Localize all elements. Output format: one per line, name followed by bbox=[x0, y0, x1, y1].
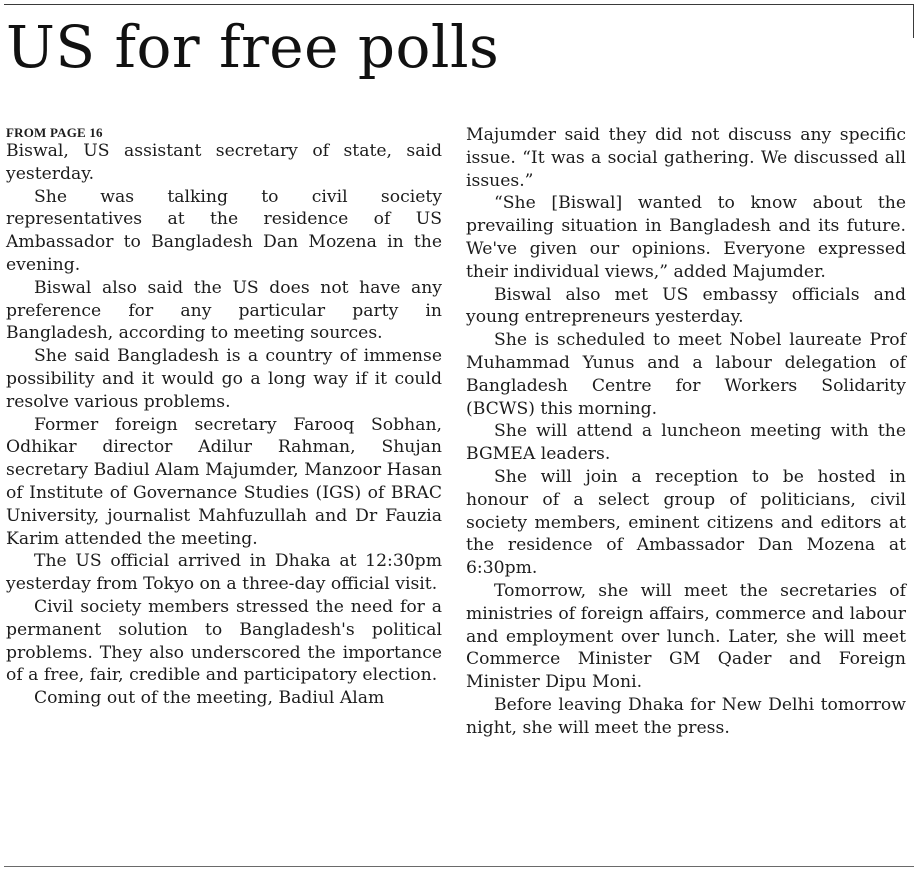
left-column bbox=[6, 124, 442, 710]
paragraph: The US official arrived in Dhaka at 12:30pm yesterday from Tokyo on a three-day official visit. bbox=[6, 551, 442, 595]
paragraph: She will attend a luncheon meeting with the BGMEA leaders. bbox=[466, 421, 906, 465]
top-rule bbox=[4, 4, 914, 5]
bottom-rule bbox=[4, 866, 914, 867]
paragraph: Biswal, US assistant secretary of state, said yesterday. bbox=[6, 141, 442, 184]
paragraph: Biswal also met US embassy officials and young entrepreneurs yesterday. bbox=[466, 284, 906, 328]
paragraph: She is scheduled to meet Nobel laureate Prof Muhammad Yunus and a labour delegation of Bangladesh Centre for Workers Solidarity (BCWS) this morning. bbox=[466, 330, 906, 419]
paragraph: Tomorrow, she will meet the secretaries of ministries of foreign affairs, commerce and labour and employment over lunch. Later, she will meet Commerce Minister GM Qader and Foreign Minister Dipu Moni. bbox=[466, 580, 906, 693]
dateline: FROM PAGE 16 bbox=[6, 125, 103, 140]
paragraph: Former foreign secretary Farooq Sobhan, Odhikar director Adilur Rahman, Shujan secretary Badiul Alam Majumder, Manzoor Hasan of Institute of Governance Studies (IGS) of BRAC University, journalist Mahfuzullah and Dr Fauzia Karim attended the meeting. bbox=[6, 414, 442, 549]
headline: US for free polls bbox=[6, 13, 500, 81]
paragraph: Civil society members stressed the need for a permanent solution to Bangladesh's political problems. They also underscored the importance of a free, fair, credible and participatory election. bbox=[6, 596, 442, 686]
right-column bbox=[466, 124, 906, 740]
paragraph: Coming out of the meeting, Badiul Alam bbox=[34, 688, 385, 709]
paragraph: Before leaving Dhaka for New Delhi tomorrow night, she will meet the press. bbox=[466, 694, 906, 738]
right-rule bbox=[913, 4, 914, 38]
paragraph: She said Bangladesh is a country of immense possibility and it would go a long way if it could resolve various problems. bbox=[6, 346, 442, 412]
paragraph: “She [Biswal] wanted to know about the prevailing situation in Bangladesh and its future. We've given our opinions. Everyone expressed their individual views,” added Majumder. bbox=[466, 193, 906, 282]
paragraph: Majumder said they did not discuss any specific issue. “It was a social gathering. We discussed all issues.” bbox=[466, 125, 906, 191]
paragraph: She was talking to civil society representatives at the residence of US Ambassador to Bangladesh Dan Mozena in the evening. bbox=[6, 186, 442, 275]
paragraph: She will join a reception to be hosted in honour of a select group of politicians, civil society members, eminent citizens and editors at the residence of Ambassador Dan Mozena at 6:30pm. bbox=[466, 466, 906, 579]
paragraph: Biswal also said the US does not have any preference for any particular party in Bangladesh, according to meeting sources. bbox=[6, 277, 442, 344]
